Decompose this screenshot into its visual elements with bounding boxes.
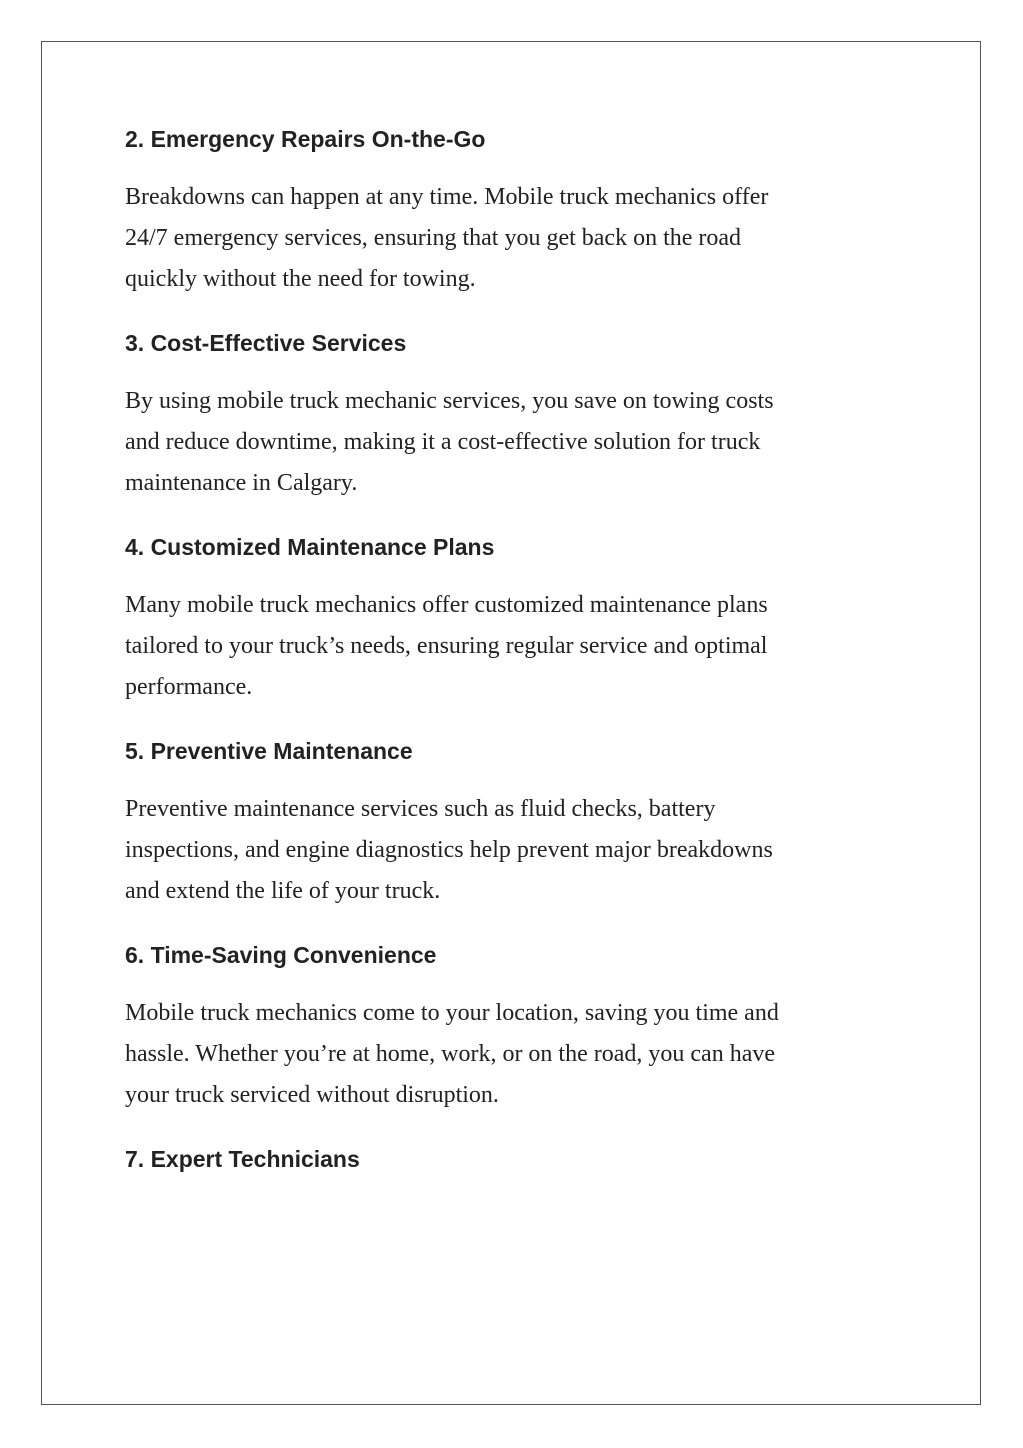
section-heading: 5. Preventive Maintenance bbox=[125, 738, 413, 764]
document-page bbox=[41, 41, 981, 1405]
paragraph-line: By using mobile truck mechanic services, you save on towing costs bbox=[125, 388, 774, 414]
section-heading: 6. Time-Saving Convenience bbox=[125, 942, 437, 968]
section-paragraph bbox=[125, 585, 925, 708]
paragraph-line: quickly without the need for towing. bbox=[125, 266, 476, 292]
paragraph-line: Mobile truck mechanics come to your location, saving you time and bbox=[125, 1000, 779, 1026]
paragraph-line: your truck serviced without disruption. bbox=[125, 1082, 499, 1108]
paragraph-line: maintenance in Calgary. bbox=[125, 470, 358, 496]
paragraph-line: inspections, and engine diagnostics help prevent major breakdowns bbox=[125, 837, 773, 863]
paragraph-line: Many mobile truck mechanics offer customized maintenance plans bbox=[125, 592, 768, 618]
paragraph-line: and reduce downtime, making it a cost-effective solution for truck bbox=[125, 429, 761, 455]
section-heading: 7. Expert Technicians bbox=[125, 1146, 360, 1172]
paragraph-line: 24/7 emergency services, ensuring that you get back on the road bbox=[125, 225, 742, 251]
section-paragraph bbox=[125, 993, 925, 1116]
paragraph-line: performance. bbox=[125, 674, 253, 700]
section-paragraph bbox=[125, 177, 925, 300]
paragraph-line: Breakdowns can happen at any time. Mobile truck mechanics offer bbox=[125, 184, 769, 210]
page-content bbox=[125, 122, 925, 1176]
section-heading: 4. Customized Maintenance Plans bbox=[125, 534, 495, 560]
paragraph-line: tailored to your truck’s needs, ensuring regular service and optimal bbox=[125, 633, 768, 659]
paragraph-line: hassle. Whether you’re at home, work, or on the road, you can have bbox=[125, 1041, 776, 1067]
section-paragraph bbox=[125, 381, 925, 504]
section-paragraph bbox=[125, 789, 925, 912]
paragraph-line: and extend the life of your truck. bbox=[125, 878, 441, 904]
paragraph-line: Preventive maintenance services such as fluid checks, battery bbox=[125, 796, 716, 822]
section-heading: 3. Cost-Effective Services bbox=[125, 330, 407, 356]
section-heading: 2. Emergency Repairs On-the-Go bbox=[125, 126, 486, 152]
